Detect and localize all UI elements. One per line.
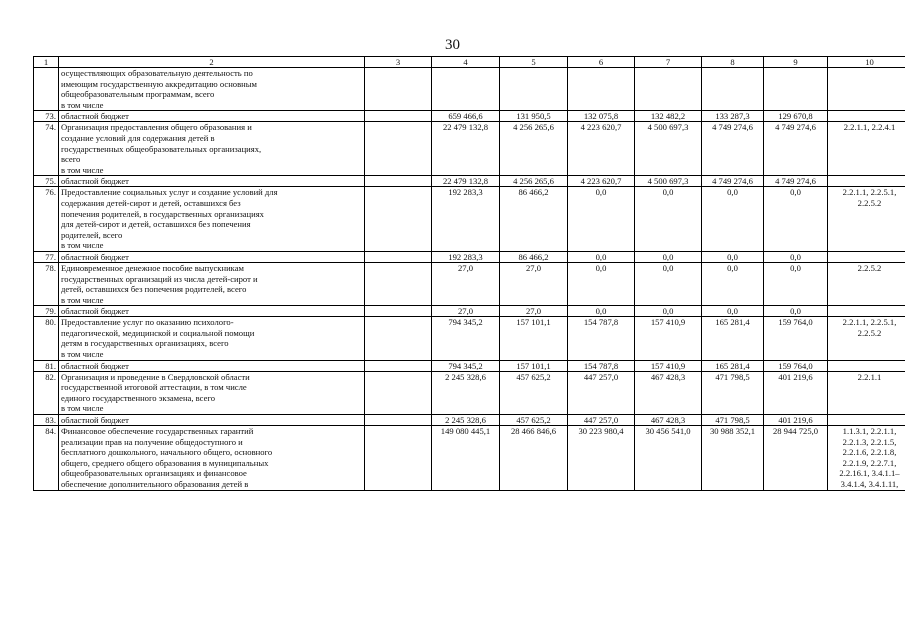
row-number-cell: 84. [34,426,59,491]
page-number: 30 [445,37,460,53]
reference-cell [828,68,905,111]
amount-cell: 467 428,3 [635,415,702,426]
row-description-cell [59,426,365,491]
row-description-cell [59,262,365,305]
amount-cell: 4 500 697,3 [635,122,702,176]
reference-cell [828,371,905,414]
amount-cell: 0,0 [635,262,702,305]
reference-line: 2.2.16.1, 3.4.1.1– [839,468,900,479]
column-3-cell [365,262,432,305]
amount-cell: 659 466,6 [432,111,500,122]
amount-cell: 0,0 [568,262,635,305]
row-description-cell [59,176,365,187]
description-line: в том числе [61,403,104,414]
amount-cell: 165 281,4 [702,317,764,360]
row-number-cell: 73. [34,111,59,122]
reference-cell [828,122,905,176]
row-description-cell [59,306,365,317]
description-line: государственных общеобразовательных организациях, [61,143,262,154]
reference-cell [828,251,905,262]
amount-cell: 0,0 [635,187,702,252]
description-line: попечения родителей, в государственных организациях [61,208,264,219]
amount-cell: 4 500 697,3 [635,176,702,187]
row-description-cell [59,415,365,426]
description-line: осуществляющих образовательную деятельность по [61,68,253,78]
column-3-cell [365,68,432,111]
amount-cell: 794 345,2 [432,317,500,360]
column-3-cell [365,251,432,262]
row-description-cell [59,68,365,111]
header-cell: 6 [568,57,635,68]
table-row [34,262,905,305]
description-line: реализации прав на получение общедоступного и [61,436,243,447]
amount-cell: 0,0 [764,262,828,305]
column-3-cell [365,111,432,122]
row-number-cell: 75. [34,176,59,187]
amount-cell [764,68,828,111]
header-row [34,57,905,68]
description-line: в том числе [61,294,104,305]
table-row [34,371,905,414]
amount-cell: 2 245 328,6 [432,415,500,426]
budget-row [34,306,905,317]
amount-cell: 0,0 [635,306,702,317]
column-3-cell [365,187,432,252]
amount-cell: 401 219,6 [764,415,828,426]
reference-line: 2.2.1.6, 2.2.1.8, [842,447,897,458]
column-3-cell [365,306,432,317]
amount-cell: 0,0 [764,187,828,252]
amount-cell: 30 988 352,1 [702,426,764,491]
amount-cell: 457 625,2 [500,371,568,414]
amount-cell: 4 749 274,6 [764,176,828,187]
amount-cell: 27,0 [500,262,568,305]
description-line: Предоставление услуг по оказанию психолого- [61,317,234,328]
row-number-cell: 78. [34,262,59,305]
budget-table [33,56,905,491]
row-description-cell [59,187,365,252]
description-line: областной бюджет [61,111,129,122]
reference-line: 2.2.1.1, 2.2.5.1, [842,187,897,198]
amount-cell [432,68,500,111]
reference-cell [828,176,905,187]
amount-cell: 457 625,2 [500,415,568,426]
row-description-cell [59,371,365,414]
row-description-cell [59,317,365,360]
description-line: государственных организаций из числа детей-сирот и [61,273,258,284]
description-line: в том числе [61,349,104,360]
amount-cell: 154 787,8 [568,360,635,371]
amount-cell: 28 466 846,6 [500,426,568,491]
row-number-cell: 81. [34,360,59,371]
reference-line: 1.1.3.1, 2.2.1.1, [842,426,897,437]
reference-line: 2.2.5.2 [857,197,882,208]
amount-cell: 0,0 [702,187,764,252]
amount-cell: 447 257,0 [568,371,635,414]
row-description-cell [59,122,365,176]
column-3-cell [365,426,432,491]
amount-cell: 149 080 445,1 [432,426,500,491]
amount-cell: 133 287,3 [702,111,764,122]
amount-cell [635,68,702,111]
amount-cell: 192 283,3 [432,187,500,252]
amount-cell [702,68,764,111]
table-row [34,68,905,111]
column-3-cell [365,176,432,187]
amount-cell: 86 466,2 [500,251,568,262]
amount-cell: 4 749 274,6 [702,122,764,176]
amount-cell: 154 787,8 [568,317,635,360]
amount-cell: 159 764,0 [764,317,828,360]
reference-cell [828,306,905,317]
description-line: общего, среднего общего образования в муниципальных [61,457,269,468]
amount-cell: 157 101,1 [500,317,568,360]
description-line: Организация и проведение в Свердловской области [61,371,250,382]
row-number-cell: 79. [34,306,59,317]
reference-line: 2.2.5.2 [857,262,882,273]
description-line: общеобразовательным программам, всего [61,89,215,100]
reference-line: 2.2.1.1, 2.2.5.1, [842,317,897,328]
header-cell: 8 [702,57,764,68]
row-description-cell [59,360,365,371]
amount-cell: 0,0 [635,251,702,262]
amount-cell: 471 798,5 [702,415,764,426]
description-line: Финансовое обеспечение государственных гарантий [61,426,254,437]
row-number-cell: 80. [34,317,59,360]
amount-cell: 157 101,1 [500,360,568,371]
row-number-cell: 77. [34,251,59,262]
amount-cell: 0,0 [702,262,764,305]
amount-cell: 4 223 620,7 [568,176,635,187]
row-number-cell: 74. [34,122,59,176]
amount-cell: 132 482,2 [635,111,702,122]
row-description-cell [59,111,365,122]
reference-line: 2.2.1.1 [857,371,882,382]
amount-cell: 471 798,5 [702,371,764,414]
reference-line: 2.2.1.9, 2.2.7.1, [842,457,897,468]
description-line: имеющим государственную аккредитацию основным [61,78,257,89]
reference-cell [828,262,905,305]
reference-cell [828,426,905,491]
amount-cell: 401 219,6 [764,371,828,414]
reference-line: 2.2.1.1, 2.2.4.1 [843,122,896,133]
amount-cell: 0,0 [702,306,764,317]
budget-row [34,415,905,426]
row-number-cell: 76. [34,187,59,252]
description-line: создание условий для содержания детей в [61,132,215,143]
amount-cell: 0,0 [568,251,635,262]
amount-cell: 0,0 [702,251,764,262]
amount-cell: 159 764,0 [764,360,828,371]
amount-cell: 2 245 328,6 [432,371,500,414]
reference-line: 2.2.1.3, 2.2.1.5, [842,436,897,447]
amount-cell: 22 479 132,8 [432,176,500,187]
description-line: областной бюджет [61,306,129,317]
amount-cell: 4 256 265,6 [500,122,568,176]
header-cell: 5 [500,57,568,68]
description-line: Предоставление социальных услуг и создание условий для [61,187,278,198]
amount-cell: 4 749 274,6 [702,176,764,187]
description-line: бесплатного дошкольного, начального общего, основного [61,447,273,458]
amount-cell: 30 456 541,0 [635,426,702,491]
header-cell: 1 [34,57,59,68]
reference-cell [828,317,905,360]
amount-cell: 131 950,5 [500,111,568,122]
amount-cell: 4 223 620,7 [568,122,635,176]
budget-row [34,176,905,187]
amount-cell: 467 428,3 [635,371,702,414]
description-line: обеспечение дополнительного образования детей в [61,479,249,489]
header-cell: 4 [432,57,500,68]
amount-cell: 157 410,9 [635,317,702,360]
amount-cell: 129 670,8 [764,111,828,122]
header-cell: 7 [635,57,702,68]
description-line: в том числе [61,240,104,251]
column-3-cell [365,317,432,360]
reference-cell [828,360,905,371]
header-cell: 9 [764,57,828,68]
description-line: общеобразовательных организациях и финансовое [61,468,247,479]
amount-cell: 28 944 725,0 [764,426,828,491]
amount-cell: 794 345,2 [432,360,500,371]
table-row [34,122,905,176]
amount-cell [568,68,635,111]
amount-cell: 0,0 [568,187,635,252]
amount-cell: 0,0 [764,306,828,317]
column-3-cell [365,415,432,426]
description-line: областной бюджет [61,415,129,426]
reference-cell [828,187,905,252]
description-line: областной бюджет [61,360,129,371]
amount-cell: 30 223 980,4 [568,426,635,491]
header-cell: 2 [59,57,365,68]
amount-cell: 27,0 [432,306,500,317]
reference-line: 2.2.5.2 [857,327,882,338]
budget-row [34,360,905,371]
amount-cell: 165 281,4 [702,360,764,371]
amount-cell: 86 466,2 [500,187,568,252]
row-number-cell: 82. [34,371,59,414]
description-line: Организация предоставления общего образования и [61,122,252,133]
amount-cell: 4 256 265,6 [500,176,568,187]
table-row [34,317,905,360]
amount-cell: 157 410,9 [635,360,702,371]
description-line: единого государственного экзамена, всего [61,392,215,403]
description-line: Единовременное денежное пособие выпускникам [61,262,244,273]
table-row [34,187,905,252]
description-line: областной бюджет [61,176,129,187]
column-3-cell [365,371,432,414]
row-number-cell [34,68,59,111]
description-line: педагогической, медицинской и социальной помощи [61,327,255,338]
row-description-cell [59,251,365,262]
description-line: детям в государственных организациях, всего [61,338,229,349]
column-3-cell [365,360,432,371]
amount-cell: 0,0 [568,306,635,317]
description-line: в том числе [61,99,104,110]
reference-cell [828,415,905,426]
amount-cell: 27,0 [432,262,500,305]
description-line: областной бюджет [61,251,129,262]
reference-cell [828,111,905,122]
description-line: содержания детей-сирот и детей, оставшихся без [61,197,241,208]
amount-cell: 132 075,8 [568,111,635,122]
amount-cell [500,68,568,111]
header-cell: 10 [828,57,905,68]
amount-cell: 27,0 [500,306,568,317]
description-line: для детей-сирот и детей, оставшихся без попечения [61,219,251,230]
amount-cell: 22 479 132,8 [432,122,500,176]
budget-row [34,251,905,262]
amount-cell: 447 257,0 [568,415,635,426]
row-number-cell: 83. [34,415,59,426]
amount-cell: 4 749 274,6 [764,122,828,176]
amount-cell: 192 283,3 [432,251,500,262]
amount-cell: 0,0 [764,251,828,262]
description-line: в том числе [61,164,104,175]
budget-row [34,111,905,122]
description-line: родителей, всего [61,229,123,240]
column-3-cell [365,122,432,176]
reference-line: 3.4.1.4, 3.4.1.11, [840,479,899,489]
description-line: всего [61,154,81,165]
table-row [34,426,905,491]
header-cell: 3 [365,57,432,68]
description-line: государственной итоговой аттестации, в том числе [61,382,247,393]
description-line: детей, оставшихся без попечения родителей, всего [61,284,247,295]
